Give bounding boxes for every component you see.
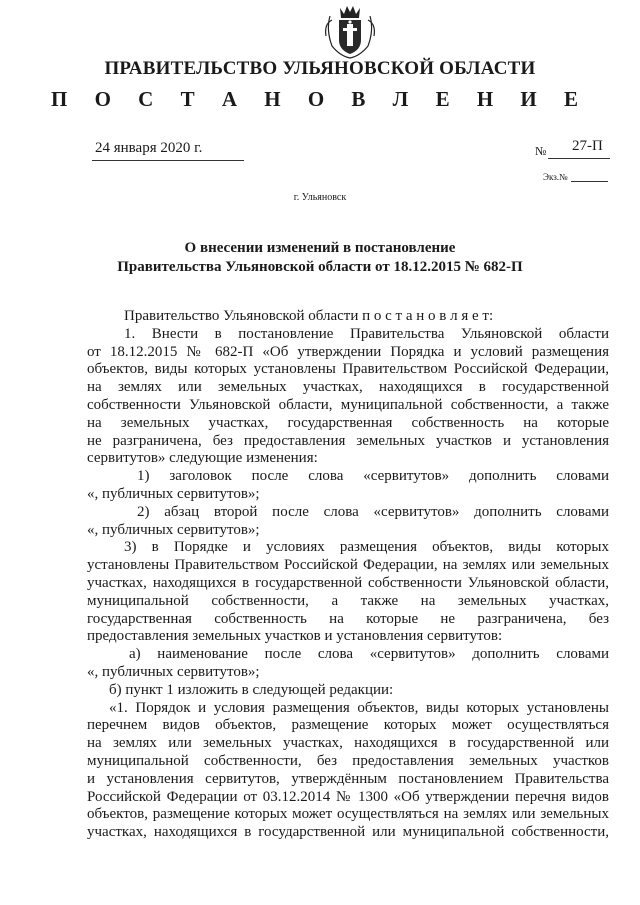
city-name: г. Ульяновск <box>293 192 347 203</box>
title-line: Правительства Ульяновской области от 18.12.2015 № 682-П <box>117 259 523 275</box>
body-line: объектов, виды которых установлены Правительством Российской Федерации, <box>87 361 609 378</box>
body-line: муниципальной собственности, а также на земельных участках, <box>87 592 609 609</box>
body-line: объектов, размещение которых может осуществляться на землях или земельных <box>87 806 609 823</box>
body-line: 3) в Порядке и условиях размещения объектов, виды которых <box>124 539 609 556</box>
government-name: ПРАВИТЕЛЬСТВО УЛЬЯНОВСКОЙ ОБЛАСТИ <box>104 58 536 79</box>
body-line: не разграничена, без предоставления земельных участков и установления <box>87 432 609 449</box>
body-line: 2) абзац второй после слова «сервитутов» дополнить словами <box>137 503 609 520</box>
body-line: 1. Внести в постановление Правительства Ульяновской области <box>124 325 609 342</box>
body-line: на землях или земельных участках, находящихся в государственной <box>87 379 609 396</box>
body-line: на землях или земельных участках, находящихся в государственной или <box>87 735 609 752</box>
date-underline <box>92 160 244 161</box>
document-date: 24 января 2020 г. <box>95 140 203 156</box>
copy-number-label: Экз.№ <box>543 172 568 182</box>
body-line: сервитутов» следующие изменения: <box>87 450 318 467</box>
body-line: перечнем видов объектов, размещение которых может осуществляться <box>87 717 609 734</box>
body-line: «, публичных сервитутов»; <box>87 485 260 502</box>
body-line: б) пункт 1 изложить в следующей редакции: <box>109 681 394 698</box>
document-number: 27-П <box>572 138 603 154</box>
coat-of-arms-emblem <box>322 2 378 60</box>
body-line: на земельных участках, государственная собственность на которые <box>87 414 609 431</box>
body-line: от 18.12.2015 № 682-П «Об утверждении Порядка и условий размещения <box>87 343 609 360</box>
body-line: Российской Федерации от 03.12.2014 № 1300 «Об утверждении перечня видов <box>87 788 609 805</box>
body-line: Правительство Ульяновской области п о с т а н о в л я е т: <box>124 308 494 324</box>
body-line: предоставления земельных участков и установления сервитутов: <box>87 628 503 645</box>
body-line: участках, находящихся в государственной или муниципальной собственности, <box>87 824 609 841</box>
body-line: «, публичных сервитутов»; <box>87 521 260 538</box>
copy-number-underline <box>571 181 608 182</box>
body-line: участках, находящихся в государственной собственности Ульяновской области, <box>87 574 609 591</box>
body-line: «1. Порядок и условия размещения объектов, виды которых установлены <box>109 699 609 716</box>
document-body <box>87 308 609 842</box>
body-line: 1) заголовок после слова «сервитутов» дополнить словами <box>137 468 609 485</box>
body-line: государственная собственность на которые не разграничена, без <box>87 610 609 627</box>
body-line: муниципальной собственности, без предоставления земельных участков <box>87 752 609 769</box>
body-line: собственности Ульяновской области, муниципальной собственности, а также <box>87 396 609 413</box>
body-line: и установления сервитутов, утверждённым постановлением Правительства <box>87 770 609 787</box>
number-underline <box>548 158 610 159</box>
title-line: О внесении изменений в постановление <box>184 240 456 256</box>
body-line: установлены Правительством Российской Федерации, на землях или земельных <box>87 557 609 574</box>
number-label: № <box>535 144 547 158</box>
document-type: П О С Т А Н О В Л Е Н И Е <box>50 87 589 111</box>
body-line: «, публичных сервитутов»; <box>87 663 260 680</box>
document-title <box>0 239 640 277</box>
body-line: а) наименование после слова «сервитутов» дополнить словами <box>129 646 609 663</box>
